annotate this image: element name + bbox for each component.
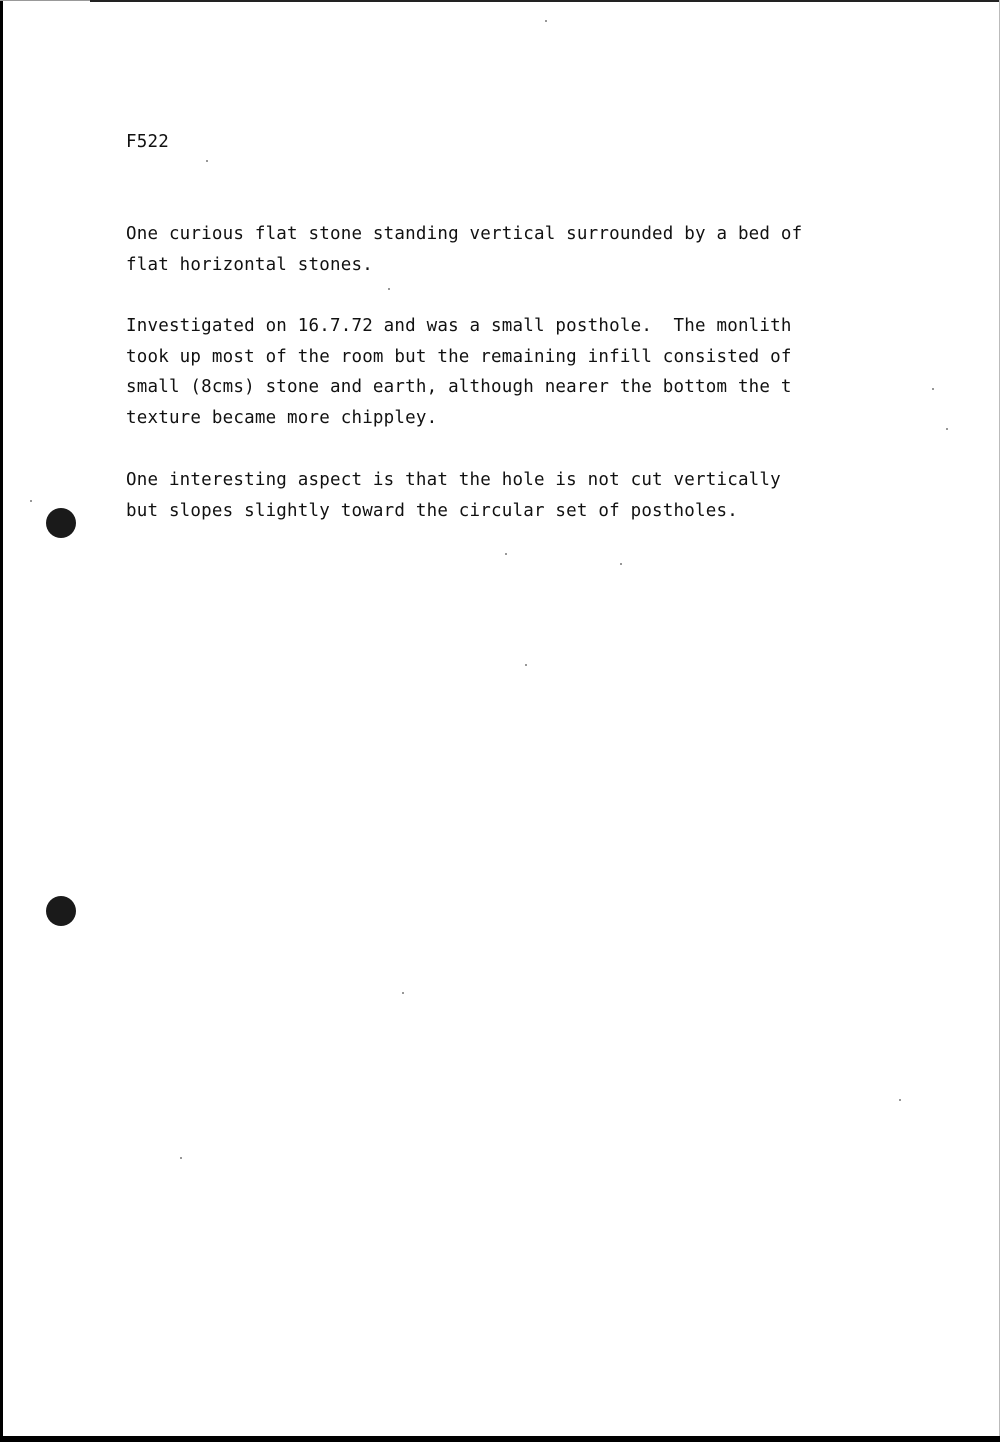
scan-speck [206, 160, 208, 162]
scan-speck [30, 500, 32, 502]
paragraph-1-line-2: flat horizontal stones. [126, 254, 373, 275]
scan-speck [505, 553, 507, 555]
scan-speck [620, 563, 622, 565]
paragraph-2-line-4: texture became more chippley. [126, 408, 438, 429]
paragraph-3-line-2: but slopes slightly toward the circular set of postholes. [126, 500, 738, 521]
scan-speck [388, 288, 390, 290]
page-left-edge [0, 0, 3, 1442]
paragraph-1-line-1: One curious flat stone standing vertical surrounded by a bed of [126, 224, 803, 244]
scan-speck [402, 992, 404, 994]
paragraph-2 [126, 311, 792, 434]
page-top-edge-left [0, 0, 90, 1]
paragraph-2-line-2: took up most of the room but the remaining infill consisted of [126, 346, 792, 367]
paragraph-3-line-1: One interesting aspect is that the hole is not cut vertically [126, 470, 781, 490]
scan-speck [525, 664, 527, 666]
paragraph-1 [126, 219, 802, 280]
scan-speck [180, 1157, 182, 1159]
page-top-edge [90, 0, 1000, 2]
scan-speck [545, 20, 547, 22]
scan-speck [946, 428, 948, 430]
punch-hole-upper [46, 508, 76, 538]
scan-speck [899, 1099, 901, 1101]
page-bottom-edge [0, 1436, 1000, 1442]
reference-number: F522 [126, 132, 169, 152]
scan-speck [932, 388, 934, 390]
paragraph-2-line-1: Investigated on 16.7.72 and was a small posthole. The monlith [126, 316, 792, 336]
punch-hole-lower [46, 896, 76, 926]
paragraph-2-line-3: small (8cms) stone and earth, although nearer the bottom the t [126, 377, 792, 398]
paragraph-3 [126, 465, 781, 526]
